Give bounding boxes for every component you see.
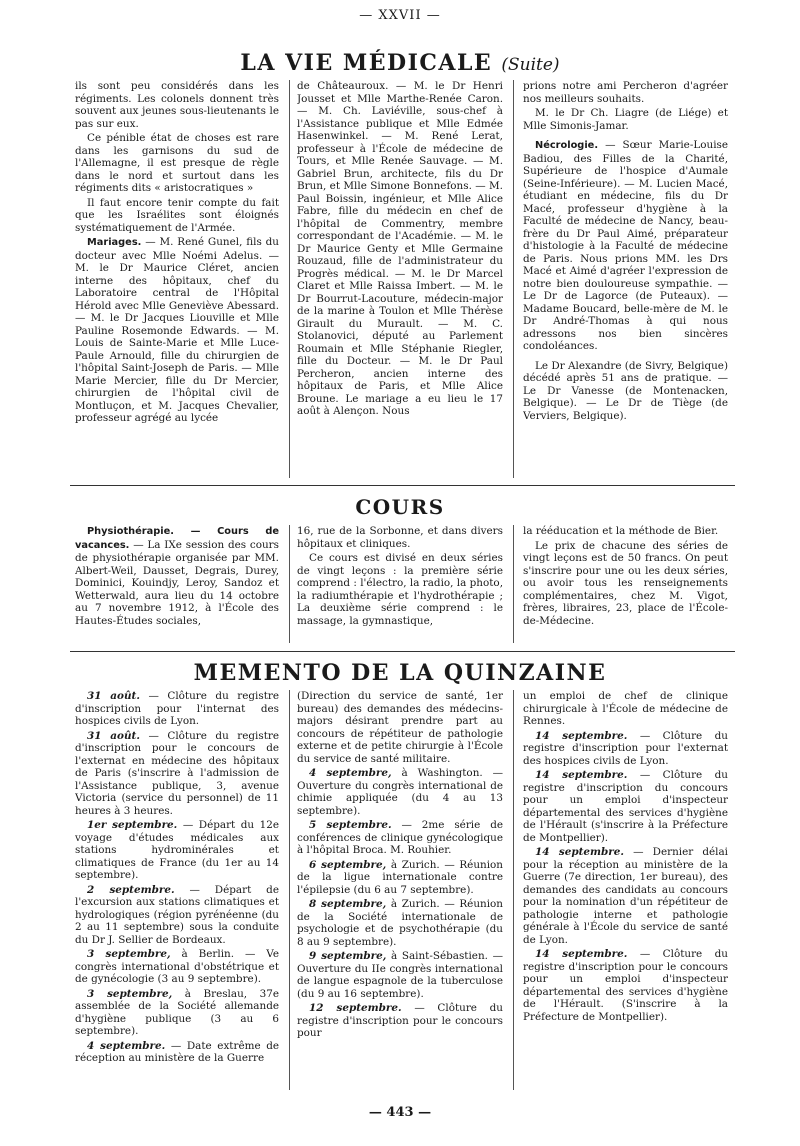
memento-entry: 6 septembre, à Zurich. — Réunion de la ligue internationale contre l'épilepsie (du 6 au 7 septembre). bbox=[297, 858, 503, 896]
mariages-text: — M. René Gunel, fils du docteur avec Mlle Noémi Adelus. — M. le Dr Maurice Cléret, ancien interne des hôpitaux, chef du Laboratoire central de l'Hôpital Hérold avec Mlle Geneviève Abessard. — M. le Dr Jacques Liouville et Mlle Pauline Rosemonde Edwards. — M. Louis de Sainte-Marie et Mlle Luce-Paule Arnould, fille du chirurgien de l'hôpital Saint-Joseph de Paris. — Mlle Marie Mercier, fille du Dr Mercier, chirurgien de l'hôpital civil de Montluçon, et M. Jacques Chevalier, professeur agrégé au lycée bbox=[75, 236, 279, 424]
paragraph: de Châteauroux. — M. le Dr Henri Jousset et Mlle Marthe-Renée Caron. — M. Ch. Laviéville, sous-chef à l'Assistance publique et Mlle Edmée Hasenwinkel. — M. René Lerat, professeur à l'École de médecine de Tours, et Mlle Renée Sauvage. — M. Gabriel Brun, architecte, fils du Dr Brun, et Mlle Simone Bonnefons. — M. Paul Boissin, ingénieur, et Mlle Alice Fabre, fille du médecin en chef de l'hôpital de Commentry, membre correspondant de l'Académie. — M. le Dr Maurice Genty et Mlle Germaine Rouzaud, fille de l'administrateur du Progrès médical. — M. le Dr Marcel Claret et Mlle Raissa Imbert. — M. le Dr Bourrut-Lacouture, médecin-major de la marine à Toulon et Mlle Thérèse Girault du Murault. — M. C. Stolanovici, député au Parlement Roumain et Mlle Stéphanie Riegler, fille du Docteur. — M. le Dr Paul Percheron, ancien interne des hôpitaux de Paris, et Mlle Alice Broune. Le mariage a eu lieu le 17 août à Alençon. Nous bbox=[297, 80, 503, 417]
memento-entry: 14 septembre. — Clôture du registre d'inscription pour l'externat des hospices civils de Lyon. bbox=[523, 729, 728, 767]
cours-col-1 bbox=[75, 525, 279, 647]
memento-entry: 9 septembre, à Saint-Sébastien. — Ouverture du IIe congrès international de langue espagnole de la tuberculose (du 9 au 16 septembre). bbox=[297, 950, 503, 1000]
paragraph: Le Dr Alexandre (de Sivry, Belgique) décédé après 51 ans de pratique. — Le Dr Vanesse (de Montenacken, Belgique). — Le Dr de Tiège (de Verviers, Belgique). bbox=[523, 359, 728, 422]
cours-col-3 bbox=[523, 525, 728, 647]
physiotherapie-text: — La IXe session des cours de physiothérapie organisée par MM. Albert-Weil, Dausset, Degrais, Durey, Dominici, Kouindjy, Leroy, Sandoz et Wetterwald, aura lieu du 14 octobre au 7 novembre 1912, à l'École des Hautes-Études sociales, bbox=[75, 538, 279, 627]
necrologie-paragraph bbox=[523, 139, 728, 353]
page-number: — 443 — bbox=[368, 1105, 432, 1120]
paragraph: prions notre ami Percheron d'agréer nos meilleurs souhaits. bbox=[523, 80, 728, 105]
paragraph: Il faut encore tenir compte du fait que les Israélites sont éloignés systématiquement de l'Armée. bbox=[75, 196, 279, 234]
memento-entry: 31 août. — Clôture du registre d'inscription pour le concours de l'externat en médecine des hôpitaux de Paris (s'inscrire à l'admission de l'Assistance publique, 3, avenue Victoria (service du personnel) de 11 heures à 3 heures. bbox=[75, 729, 279, 817]
vie-col-3 bbox=[523, 80, 728, 480]
memento-col-2 bbox=[297, 690, 503, 1095]
vie-col-1 bbox=[75, 80, 279, 480]
column-rule bbox=[513, 690, 514, 1090]
title-suite: (Suite) bbox=[501, 55, 560, 75]
paragraph: Le prix de chacune des séries de vingt leçons est de 50 francs. On peut s'inscrire pour une ou les deux séries, ou avoir tous les renseignements complémentaires, chez M. Vigot, frères, libraires, 23, place de l'École-de-Médecine. bbox=[523, 539, 728, 627]
memento-col-1 bbox=[75, 690, 279, 1095]
memento-entry: 2 septembre. — Départ de l'excursion aux stations climatiques et hydrologiques (région pyrénéenne (du 2 au 11 septembre) sous la conduite du Dr J. Sellier de Bordeaux. bbox=[75, 883, 279, 946]
paragraph: la rééducation et la méthode de Bier. bbox=[523, 525, 719, 537]
memento-entry: 14 septembre. — Clôture du registre d'inscription du concours pour un emploi d'inspecteur départemental des services d'hygiène de l'Hérault (s'inscrire à la Préfecture de Montpellier). bbox=[523, 769, 728, 844]
paragraph: ils sont peu considérés dans les régiments. Les colonels donnent très souvent aux jeunes sous-lieutenants le pas sur eux. bbox=[75, 80, 279, 130]
memento-entry: 3 septembre, à Berlin. — Ve congrès international d'obstétrique et de gynécologie (3 au 9 septembre). bbox=[75, 948, 279, 985]
memento-entry: 14 septembre. — Dernier délai pour la réception au ministère de la Guerre (7e direction, 1er bureau), des demandes des candidats au concours pour la nomination d'un répétiteur de pathologie interne et pathologie générale à l'École du service de santé de Lyon. bbox=[523, 846, 728, 946]
paragraph: M. le Dr Ch. Liagre (de Liége) et Mlle Simonis-Jamar. bbox=[523, 107, 728, 132]
section-title-vie-medicale bbox=[0, 50, 800, 76]
memento-entry: 4 septembre, à Washington. — Ouverture du congrès international de chimie appliquée (du 4 au 13 septembre). bbox=[297, 767, 503, 817]
cours-col-2 bbox=[297, 525, 503, 647]
section-divider bbox=[70, 651, 735, 652]
title-text: LA VIE MÉDICALE bbox=[240, 50, 493, 76]
memento-entry: 4 septembre. — Date extrême de réception au ministère de la Guerre bbox=[75, 1039, 279, 1064]
running-header: — XXVII — bbox=[359, 8, 441, 23]
memento-entry: 31 août. — Clôture du registre d'inscription pour l'internat des hospices civils de Lyon. bbox=[75, 690, 279, 727]
column-rule bbox=[289, 525, 290, 643]
physiotherapie-label: Physiothérapie. — Cours de vacances. bbox=[75, 526, 279, 551]
column-rule bbox=[289, 80, 290, 478]
necrologie-text: — Sœur Marie-Louise Badiou, des Filles de la Charité, Supérieure de l'hospice d'Aumale (Seine-Inférieure). — M. Lucien Macé, étudiant en médecine, fils du Dr Macé, professeur d'hygiène à la Faculté de médecine de Nancy, beau-frère du Dr Paul Aimé, préparateur d'histologie à la Faculté de médecine de Paris. Nous prions MM. les Drs Macé et Aimé d'agréer l'expression de notre bien douloureuse sympathie. — Le Dr de Lagorce (de Puteaux). — Madame Boucard, belle-mère de M. le Dr André-Thomas à qui nous adressons nos bien sincères condoléances. bbox=[523, 139, 728, 352]
column-rule bbox=[289, 690, 290, 1090]
memento-entry: 1er septembre. — Départ du 12e voyage d'études médicales aux stations hydrominérales et climatiques de France (du 1er au 14 septembre). bbox=[75, 819, 279, 881]
paragraph: 16, rue de la Sorbonne, et dans divers hôpitaux et cliniques. bbox=[297, 525, 503, 550]
mariages-label: Mariages. bbox=[87, 237, 142, 248]
necrologie-label: Nécrologie. bbox=[535, 140, 599, 151]
paragraph: un emploi de chef de clinique chirurgicale à l'École de médecine de Rennes. bbox=[523, 690, 728, 727]
memento-col-3 bbox=[523, 690, 728, 1095]
vie-col-2 bbox=[297, 80, 503, 480]
memento-entry: 5 septembre. — 2me série de conférences de clinique gynécologique à l'hôpital Broca. M. Rouhier. bbox=[297, 819, 503, 856]
section-title-memento: MEMENTO DE LA QUINZAINE bbox=[193, 660, 607, 686]
column-rule bbox=[513, 525, 514, 643]
column-rule bbox=[513, 80, 514, 478]
memento-entry: 14 septembre. — Clôture du registre d'inscription pour le concours pour un emploi d'inspecteur départemental des services d'hygiène de l'Hérault. (S'inscrire à la Préfecture de Montpellier). bbox=[523, 948, 728, 1023]
physiotherapie-paragraph bbox=[75, 525, 279, 627]
paragraph: Ce cours est divisé en deux séries de vingt leçons : la première série comprend : l'électro, la radio, la photo, la radiumthérapie et l'hydrothérapie ; La deuxième série comprend : le massage, la gymnastique, bbox=[297, 552, 503, 627]
paragraph: (Direction du service de santé, 1er bureau) des demandes des médecins-majors désirant prendre part au concours de répétiteur de pathologie externe et de petite chirurgie à l'École du service de santé militaire. bbox=[297, 690, 503, 765]
memento-entry: 12 septembre. — Clôture du registre d'inscription pour le concours pour bbox=[297, 1002, 503, 1039]
mariages-paragraph bbox=[75, 236, 279, 425]
memento-entry: 3 septembre, à Breslau, 37e assemblée de la Société allemande d'hygiène publique (3 au 6 septembre). bbox=[75, 987, 279, 1037]
section-title-cours: COURS bbox=[355, 495, 445, 519]
section-divider bbox=[70, 485, 735, 486]
memento-entry: 8 septembre, à Zurich. — Réunion de la Société internationale de psychologie et de psychothérapie (du 8 au 9 septembre). bbox=[297, 898, 503, 948]
paragraph: Ce pénible état de choses est rare dans les garnisons du sud de l'Allemagne, il est presque de règle dans le nord et surtout dans les régiments dits « aristocratiques » bbox=[75, 132, 279, 194]
